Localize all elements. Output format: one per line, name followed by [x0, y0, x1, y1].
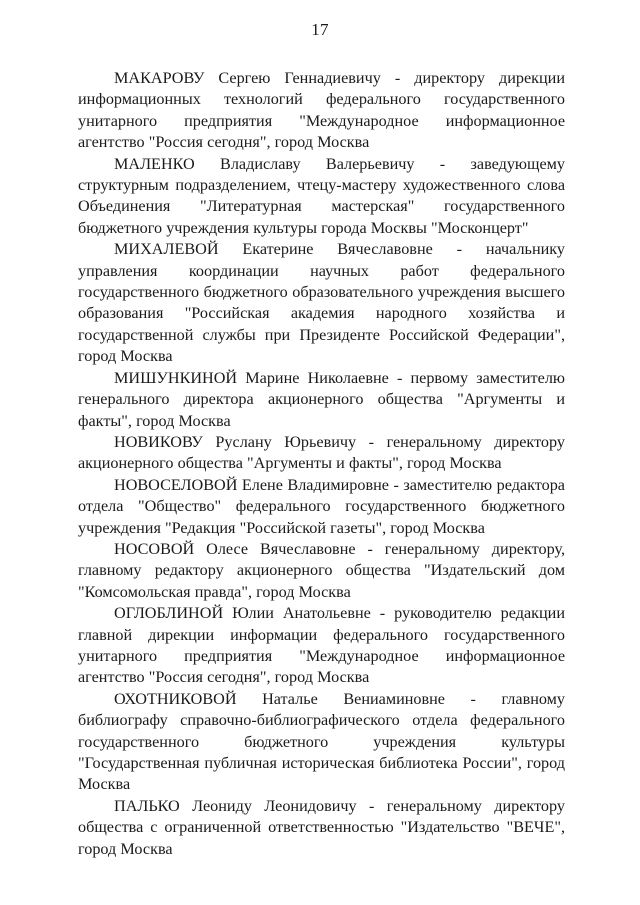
- paragraph-malenko: МАЛЕНКО Владиславу Валерьевичу - заведующему структурным подразделением, чтецу-мастеру художественного слова Объединения "Литературная мастерская" государственного бюджетного учреждения культуры города Москвы "Москонцерт": [78, 154, 565, 237]
- paragraph-makarov: МАКАРОВУ Сергею Геннадиевичу - директору дирекции информационных технологий федерального государственного унитарного предприятия "Международное информационное агентство "Россия сегодня", город Москва: [78, 69, 565, 152]
- paragraph-palko: ПАЛЬКО Леониду Леонидовичу - генеральному директору общества с ограниченной ответственностью "Издательство "ВЕЧЕ", город Москва: [78, 796, 565, 858]
- paragraph-novikov: НОВИКОВУ Руслану Юрьевичу - генеральному директору акционерного общества "Аргументы и факты", город Москва: [78, 432, 565, 473]
- paragraph-ohotnikova: ОХОТНИКОВОЙ Наталье Вениаминовне - главному библиографу справочно-библиографического отдела федерального государственного бюджетного учреждения культуры "Государственная публичная историческая библиотека России", город Москва: [78, 689, 565, 794]
- paragraph-mihaleva: МИХАЛЕВОЙ Екатерине Вячеславовне - начальнику управления координации научных работ федерального государственного бюджетного образовательного учреждения высшего образования "Российская академия народного хозяйства и государственной службы при Президенте Российской Федерации", город Москва: [78, 240, 565, 366]
- document-body: [78, 68, 565, 860]
- paragraph-mishunkina: МИШУНКИНОЙ Марине Николаевне - первому заместителю генерального директора акционерного общества "Аргументы и факты", город Москва: [78, 368, 565, 430]
- page-number: 17: [311, 20, 329, 39]
- paragraph-nosova: НОСОВОЙ Олесе Вячеславовне - генеральному директору, главному редактору акционерного общества "Издательский дом "Комсомольская правда", город Москва: [78, 539, 565, 601]
- paragraph-novoselova: НОВОСЕЛОВОЙ Елене Владимировне - заместителю редактора отдела "Общество" федерального государственного бюджетного учреждения "Редакция "Российской газеты", город Москва: [78, 475, 565, 537]
- paragraph-ogloblina: ОГЛОБЛИНОЙ Юлии Анатольевне - руководителю редакции главной дирекции информации федерального государственного унитарного предприятия "Международное информационное агентство "Россия сегодня", город Москва: [78, 604, 565, 687]
